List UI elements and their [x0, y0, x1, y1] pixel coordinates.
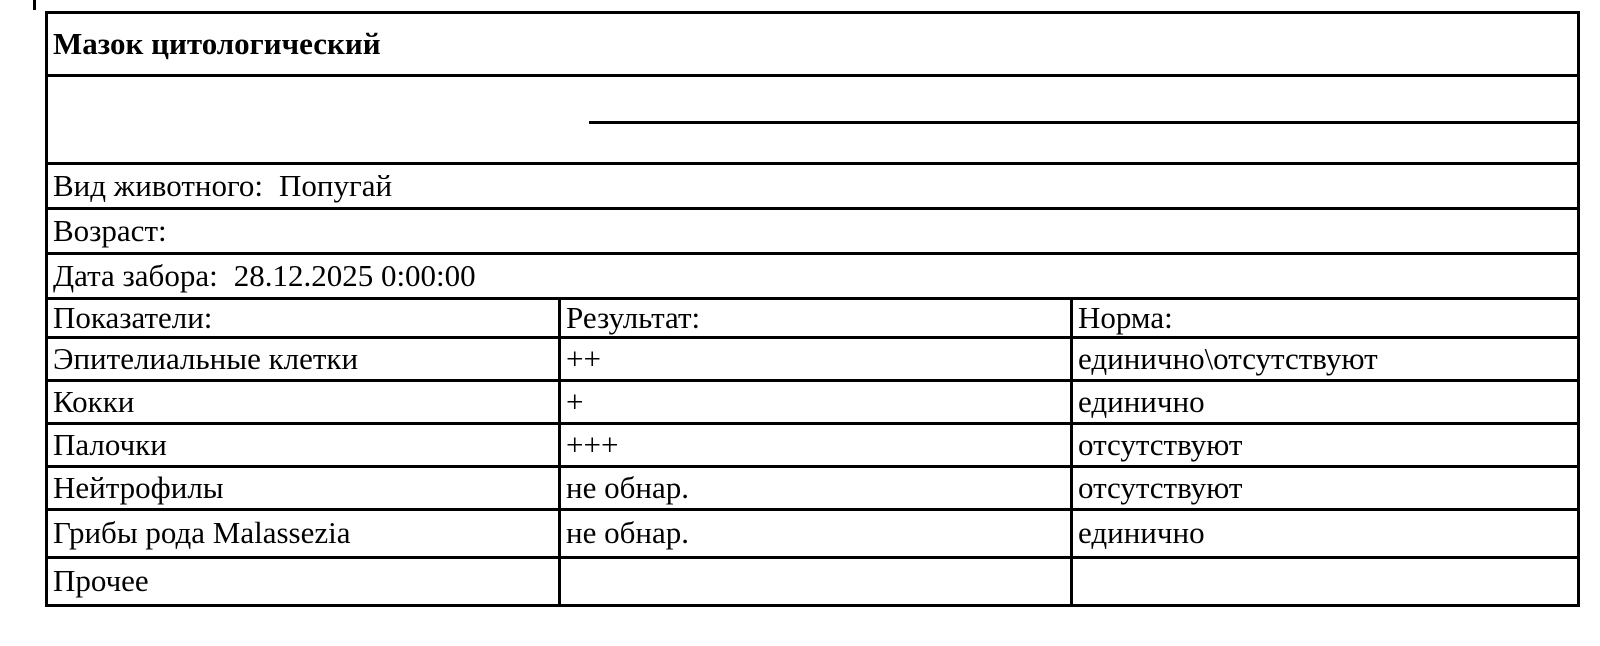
column-header-result: Результат: [560, 299, 1072, 338]
age-label: Возраст: [53, 212, 167, 248]
table-row [47, 381, 1579, 424]
page-edge-mark [33, 0, 36, 10]
norm-cell: единично\отсутствуют [1072, 338, 1579, 381]
info-row-sampling-date [47, 254, 1579, 299]
result-cell: ++ [560, 338, 1072, 381]
result-cell [560, 558, 1072, 606]
results-header-row [47, 299, 1579, 338]
indicator-cell: Эпителиальные клетки [47, 338, 560, 381]
table-row [47, 510, 1579, 558]
norm-cell: единично [1072, 381, 1579, 424]
title-row [47, 13, 1579, 76]
result-cell: + [560, 381, 1072, 424]
sampling-date-value: 28.12.2025 0:00:00 [233, 257, 476, 293]
indicator-cell: Грибы рода Malassezia [47, 510, 560, 558]
result-cell: не обнар. [560, 467, 1072, 510]
animal-type-label: Вид животного: [53, 167, 264, 203]
table-row [47, 558, 1579, 606]
info-row-age [47, 209, 1579, 254]
result-cell: не обнар. [560, 510, 1072, 558]
norm-cell: отсутствуют [1072, 424, 1579, 467]
indicator-cell: Кокки [47, 381, 560, 424]
table-row [47, 424, 1579, 467]
indicator-cell: Нейтрофилы [47, 467, 560, 510]
norm-cell: единично [1072, 510, 1579, 558]
blank-row-cell [47, 76, 1579, 164]
blank-row [47, 76, 1579, 164]
sampling-date-label: Дата забора: [53, 257, 218, 293]
info-row-animal-type [47, 164, 1579, 209]
table-row [47, 467, 1579, 510]
column-header-norm: Норма: [1072, 299, 1579, 338]
indicator-cell: Прочее [47, 558, 560, 606]
norm-cell [1072, 558, 1579, 606]
result-cell: +++ [560, 424, 1072, 467]
animal-type-value: Попугай [279, 167, 393, 203]
blank-fill-line [589, 121, 1577, 124]
norm-cell: отсутствуют [1072, 467, 1579, 510]
table-row [47, 338, 1579, 381]
report-title: Мазок цитологический [47, 13, 1579, 76]
report-table [45, 11, 1580, 607]
indicator-cell: Палочки [47, 424, 560, 467]
column-header-indicators: Показатели: [47, 299, 560, 338]
